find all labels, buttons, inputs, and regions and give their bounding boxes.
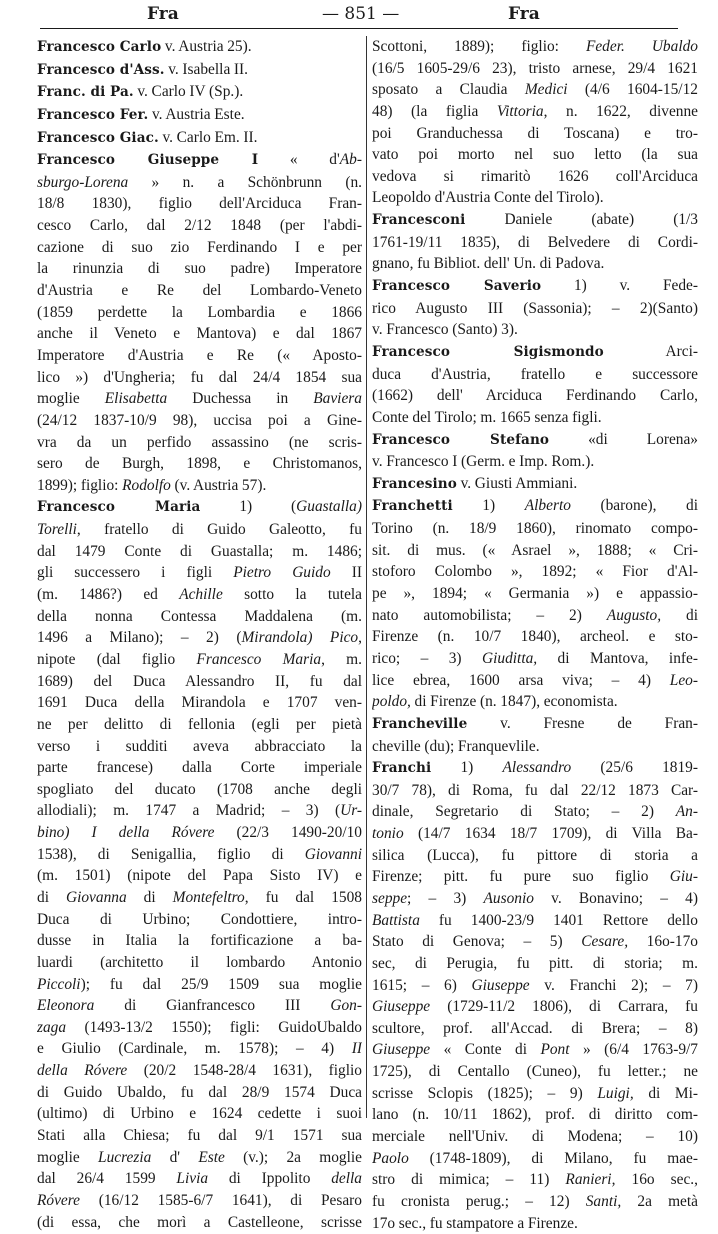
header-rule bbox=[40, 28, 678, 29]
page-header bbox=[0, 0, 718, 30]
entry-franc-di-pa: Franc. di Pa. v. Carlo IV (Sp.). bbox=[37, 83, 244, 101]
left-column bbox=[37, 36, 362, 1233]
entry-franchetti: Franchetti 1) Alberto (barone), di Torino (n. 18/9 1860), rinomato compo- sit. di mus. (« Asrael », 1888; « Cri- stoforo Colombo », 1892; « Fior d'Al- pe », 1894; « Germania ») e appassio- nato automobilista; – 2) Augusto, di Firenze (n. 10/7 1840), archeol. e sto- rico; – 3) Giuditta, di Mantova, infe- lice ebrea, 1600 arsa viva; – 4) Leo- poldo, di Firenze (n. 1847), economista. bbox=[372, 497, 698, 711]
right-column bbox=[372, 36, 698, 1234]
page-number: — 851 — bbox=[322, 4, 400, 24]
headword: Francheville bbox=[372, 715, 468, 732]
headword: Francesco d'Ass. bbox=[37, 61, 165, 78]
entry-francesco-sigismondo: Francesco Sigismondo Arci- duca d'Austria, fratello e successore (1662) dell' Arciduca Ferdinando Carlo, Conte del Tirolo; m. 1665 senza figli. bbox=[372, 342, 698, 426]
entry-francesco-giuseppe: Francesco Giuseppe I « d'Ab- sburgo-Lorena » n. a Schönbrunn (n. 18/8 1830), figlio dell'Arciduca Fran- cesco Carlo, dal 2/12 1848 (per l'abdi- cazione di suo zio Ferdinando I e per la rinunzia di suo padre) Imperatore d'Austria e Re del Lombardo-Veneto (1859 perdette la Lombardia e 1866 anche il Veneto e Mantova) e dal 1867 Imperatore d'Austria e Re (« Aposto- lico ») d'Ungheria; fu dal 24/4 1854 sua moglie Elisabetta Duchessa in Baviera (24/12 1837-10/9 98), uccisa poi a Gine- vra da un perfido assassino (ne scris- sero de Burgh, 1898, e Christomanos, 1899); figlio: Rodolfo (v. Austria 57). bbox=[37, 151, 362, 494]
headword: Franchi bbox=[372, 760, 432, 777]
headword: Francesco Giuseppe I bbox=[37, 152, 259, 169]
entry-francesconi: Francesconi Daniele (abate) (1/3 1761-19/11 1835), di Belvedere di Cordi- gnano, fu Bibliot. dell' Un. di Padova. bbox=[372, 211, 698, 273]
headword: Francesco Maria bbox=[37, 499, 201, 516]
headword: Francesino bbox=[372, 475, 457, 492]
entry-francesco-stefano: Francesco Stefano «di Lorena» v. Francesco I (Germ. e Imp. Rom.). bbox=[372, 430, 698, 471]
entry-franchi: Franchi 1) Alessandro (25/6 1819- 30/7 78), di Roma, fu dal 22/12 1873 Car- dinale, Segretario di Stato; – 2) An- tonio (14/7 1634 18/7 1709), di Villa Ba- silica (Lucca), fu pittore di storia a Firenze; pitt. fu pure suo figlio Giu- seppe; – 3) Ausonio v. Bonavino; – 4) Battista fu 1400-23/9 1401 Rettore dello Stato di Genova; – 5) Cesare, 16o-17o sec, di Perugia, fu pitt. di storia; m. 1615; – 6) Giuseppe v. Franchi 2); – 7) Giuseppe (1729-11/2 1806), di Carrara, fu scultore, prof. all'Accad. di Brera; – 8) Giuseppe « Conte di Pont » (6/4 1763-9/7 1725), di Centallo (Cuneo), fu letter.; ne scrisse Sclopis (1825); – 9) Luigi, di Mi- lano (n. 10/11 1862), prof. di diritto com- merciale nell'Univ. di Modena; – 10) Paolo (1748-1809), di Milano, fu mae- stro di mimica; – 11) Ranieri, 16o sec., fu cronista perug.; – 12) Santi, 2a metà 17o sec., fu stampatore a Firenze. bbox=[372, 759, 698, 1232]
column-divider bbox=[366, 36, 367, 1118]
headword: Francesco Sigismondo bbox=[372, 343, 604, 360]
entry-francesco-fer: Francesco Fer. v. Austria Este. bbox=[37, 105, 245, 123]
headword: Franc. di Pa. bbox=[37, 84, 134, 101]
headword: Franchetti bbox=[372, 498, 453, 515]
running-head-right: Fra bbox=[508, 4, 540, 24]
headword: Francesco Fer. bbox=[37, 106, 149, 123]
entry-francesco-maria-continued: Scottoni, 1889); figlio: Feder. Ubaldo (16/5 1605-29/6 23), tristo arnese, 29/4 1621 sposato a Claudia Medici (4/6 1604-15/12 48) (la figlia Vittoria, n. 1622, divenne poi Granduchessa di Toscana) e tro- vato poi morto nel suo letto (la sua vedova si rimaritò 1626 coll'Arciduca Leopoldo d'Austria Conte del Tirolo). bbox=[372, 38, 698, 207]
entry-francheville: Francheville v. Fresne de Fran- cheville (du); Franquevlile. bbox=[372, 714, 698, 755]
running-head-left: Fra bbox=[147, 4, 179, 24]
entry-francesco-carlo: Francesco Carlo v. Austria 25). bbox=[37, 38, 252, 55]
entry-francesco-giac: Francesco Giac. v. Carlo Em. II. bbox=[37, 128, 258, 146]
headword: Francesco Stefano bbox=[372, 431, 550, 448]
headword: Francesco Giac. bbox=[37, 129, 159, 146]
headword: Francesconi bbox=[372, 212, 466, 229]
entry-francesco-saverio: Francesco Saverio 1) v. Fede- rico Augusto III (Sassonia); – 2)(Santo) v. Francesco (Santo) 3). bbox=[372, 277, 698, 339]
entry-francesco-dass: Francesco d'Ass. v. Isabella II. bbox=[37, 60, 249, 78]
headword: Francesco Saverio bbox=[372, 278, 542, 295]
entry-francesco-maria: Francesco Maria 1) (Guastalla) Torelli, fratello di Guido Galeotto, fu dal 1479 Conte di Guastalla; m. 1486; gli successero i figli Pietro Guido II (m. 1486?) ed Achille sotto la tutela della nonna Contessa Maddalena (m. 1496 a Milano); – 2) (Mirandola) Pico, nipote (dal figlio Francesco Maria, m. 1689) del Duca Alessandro II, fu dal 1691 Duca della Mirandola e 1707 ven- ne per delitto di fellonia (egli per pietà verso i sudditi aveva abbracciato la parte francese) dalla Corte imperiale spogliato del ducato (1708 anche degli allodiali); m. 1747 a Madrid; – 3) (Ur- bino) I della Róvere (22/3 1490-20/10 1538), di Senigallia, figlio di Giovanni (m. 1501) (nipote del Papa Sisto IV) e di Giovanna di Montefeltro, fu dal 1508 Duca di Urbino; Condottiere, intro- dusse in Italia la fortificazione a ba- luardi (architetto il lombardo Antonio Piccoli); fu dal 25/9 1509 sua moglie Eleonora di Gianfrancesco III Gon- zaga (1493-13/2 1550); figli: GuidoUbaldo e Giulio (Cardinale, m. 1578); – 4) II della Róvere (20/2 1548-28/4 1631), figlio di Guido Ubaldo, fu dal 28/9 1574 Duca (ultimo) di Urbino e 1624 cedette i suoi Stati alla Chiesa; fu dal 9/1 1571 sua moglie Lucrezia d' Este (v.); 2a moglie dal 26/4 1599 Livia di Ippolito della Róvere (16/12 1585-6/7 1641), di Pesaro (di essa, che morì a Castelleone, scrisse bbox=[37, 498, 362, 1231]
headword: Francesco Carlo bbox=[37, 39, 162, 55]
entry-francesino: Francesino v. Giusti Ammiani. bbox=[372, 474, 578, 492]
